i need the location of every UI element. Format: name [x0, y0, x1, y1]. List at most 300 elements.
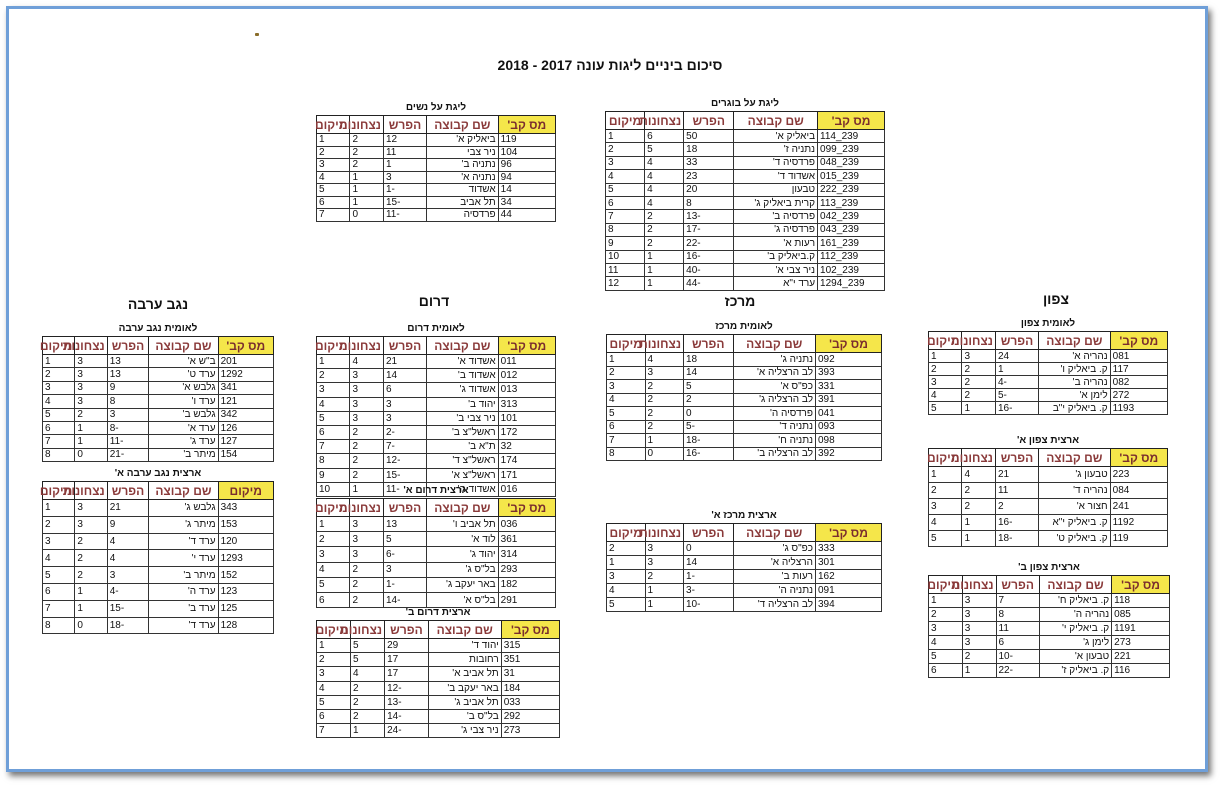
- table-cell: 5: [317, 411, 350, 425]
- column-header: שם קבוצה: [428, 621, 501, 639]
- table-caption: לאומית מרכז: [715, 321, 773, 332]
- table-cell: -22: [996, 664, 1039, 678]
- table-cell: 1: [75, 600, 107, 617]
- table-cell: 3: [350, 383, 383, 397]
- column-header: נצחונות: [75, 482, 107, 500]
- table-row: [607, 598, 882, 612]
- column-header: מס קב': [1110, 449, 1167, 467]
- table-cell: 5: [606, 183, 645, 196]
- table-cell: 1: [383, 159, 426, 172]
- table-cell: 291: [498, 592, 555, 607]
- table-cell: -40: [684, 263, 734, 276]
- table-cell: 11: [606, 263, 645, 276]
- table-cell: 239_099: [818, 143, 885, 156]
- table-cell: נתניה ח': [733, 434, 816, 448]
- standings-table: [605, 111, 885, 291]
- table-cell: 174: [498, 454, 555, 468]
- table-cell: אשדוד א': [426, 355, 498, 369]
- table-cell: 5: [317, 695, 351, 709]
- table-cell: לב הרצליה ד': [733, 598, 816, 612]
- table-row: [317, 667, 560, 681]
- table-row: [606, 223, 885, 236]
- header-row: [607, 524, 882, 542]
- table-cell: 5: [645, 143, 684, 156]
- table-cell: 118: [1112, 594, 1170, 608]
- table-cell: 1: [645, 263, 684, 276]
- table-cell: 7: [317, 724, 351, 738]
- table-cell: 2: [75, 567, 107, 584]
- header-row: [317, 621, 560, 639]
- table-cell: נתניה ב': [426, 159, 498, 172]
- column-header: מיקום: [929, 576, 963, 594]
- column-header: שם קבוצה: [426, 499, 498, 517]
- standings-table: [316, 620, 560, 738]
- table-cell: ב"ש א': [149, 355, 218, 368]
- table-row: [929, 376, 1168, 389]
- table-cell: 20: [684, 183, 734, 196]
- table-cell: 7: [317, 209, 350, 222]
- column-header: הפרש: [684, 335, 734, 353]
- table-row: [317, 355, 556, 369]
- table-cell: ת"א ב': [426, 440, 498, 454]
- table-row: [317, 724, 560, 738]
- table-cell: 1: [962, 664, 996, 678]
- column-header: נצחונות: [351, 621, 385, 639]
- column-header: שם קבוצה: [1038, 449, 1110, 467]
- table-cell: 7: [607, 434, 646, 448]
- table-cell: 1193: [1110, 402, 1167, 415]
- table-cell: 1: [645, 277, 684, 290]
- table-cell: 091: [816, 584, 882, 598]
- table-cell: ראשל"צ ב': [426, 425, 498, 439]
- table-row: [929, 515, 1168, 531]
- table-cell: אשדוד: [426, 184, 498, 197]
- table-cell: 2: [607, 542, 646, 556]
- table-cell: 4: [317, 397, 350, 411]
- table-cell: -12: [385, 681, 429, 695]
- table-negev-national: [39, 322, 274, 462]
- column-header: נצחונות: [962, 449, 995, 467]
- table-cell: 13: [383, 517, 426, 532]
- table-row: [607, 420, 882, 434]
- table-cell: 2: [929, 363, 962, 376]
- table-cell: 182: [498, 577, 555, 592]
- table-row: [607, 353, 882, 367]
- table-cell: 4: [107, 550, 149, 567]
- table-row: [607, 380, 882, 394]
- table-cell: 172: [498, 425, 555, 439]
- table-row: [43, 435, 274, 448]
- column-header: הפרש: [996, 576, 1039, 594]
- header-row: [606, 112, 885, 130]
- table-cell: -4: [107, 583, 149, 600]
- table-caption: ארצית מרכז א': [711, 510, 777, 521]
- table-row: [317, 695, 560, 709]
- table-cell: -1: [383, 184, 426, 197]
- table-cell: ערד ד': [149, 617, 218, 634]
- table-cell: 2: [962, 483, 995, 499]
- table-cell: 343: [218, 500, 273, 517]
- table-cell: 2: [350, 562, 383, 577]
- table-cell: 14: [684, 366, 734, 380]
- column-header: מס קב': [1112, 576, 1170, 594]
- table-cell: גלבש ג': [149, 500, 218, 517]
- table-cell: 2: [645, 407, 684, 421]
- table-cell: 116: [1112, 664, 1170, 678]
- table-cell: 6: [383, 383, 426, 397]
- table-cell: 239_1294: [818, 277, 885, 290]
- table-cell: 272: [1110, 389, 1167, 402]
- table-cell: 2: [962, 363, 995, 376]
- table-cell: תל אביב ג': [428, 695, 501, 709]
- table-cell: 0: [75, 617, 107, 634]
- table-cell: -1: [383, 577, 426, 592]
- table-cell: 3: [317, 667, 351, 681]
- table-cell: לב הרצליה א': [733, 366, 816, 380]
- table-cell: כפ"ס א': [733, 380, 816, 394]
- table-cell: 3: [75, 516, 107, 533]
- table-cell: 9: [606, 237, 645, 250]
- table-row: [606, 143, 885, 156]
- table-caption: לאומית נגב ערבה: [118, 323, 198, 334]
- table-cell: 50: [684, 130, 734, 143]
- table-cell: 1: [75, 421, 107, 434]
- table-cell: -6: [383, 547, 426, 562]
- table-cell: 4: [645, 183, 684, 196]
- table-cell: 033: [501, 695, 559, 709]
- table-center-a: [606, 509, 882, 612]
- table-cell: 239_114: [818, 130, 885, 143]
- table-cell: 2: [43, 368, 75, 381]
- table-cell: גלבש א': [149, 381, 218, 394]
- table-cell: 093: [816, 420, 882, 434]
- table-row: [607, 584, 882, 598]
- table-cell: 1: [962, 402, 995, 415]
- table-cell: 21: [995, 467, 1038, 483]
- table-cell: 273: [501, 724, 559, 738]
- table-cell: 8: [606, 223, 645, 236]
- header-row: [43, 482, 274, 500]
- table-cell: 3: [75, 500, 107, 517]
- standings-table: [316, 336, 556, 497]
- table-cell: 3: [75, 368, 107, 381]
- table-cell: -16: [995, 402, 1038, 415]
- table-south-a: [316, 484, 556, 608]
- table-row: [606, 196, 885, 209]
- table-cell: 126: [218, 421, 273, 434]
- column-header: הפרש: [107, 337, 149, 355]
- table-cell: 0: [350, 209, 383, 222]
- table-cell: 8: [317, 454, 350, 468]
- standings-table: [316, 498, 556, 608]
- table-cell: -16: [684, 250, 734, 263]
- page-title: סיכום ביניים ליגות עונה 2017 - 2018: [497, 57, 723, 73]
- table-cell: 1: [43, 355, 75, 368]
- table-cell: 4: [645, 170, 684, 183]
- table-cell: 1: [317, 517, 350, 532]
- table-cell: ניר צבי א': [734, 263, 818, 276]
- table-cell: 221: [1112, 650, 1170, 664]
- table-cell: 3: [607, 380, 646, 394]
- table-cell: לימן ג': [1039, 636, 1111, 650]
- table-cell: 5: [351, 639, 385, 653]
- table-cell: 314: [498, 547, 555, 562]
- table-row: [43, 583, 274, 600]
- table-row: [929, 467, 1168, 483]
- column-header: מס קב': [816, 524, 882, 542]
- table-cell: -17: [684, 223, 734, 236]
- table-cell: 239_222: [818, 183, 885, 196]
- table-row: [317, 577, 556, 592]
- column-header: הפרש: [684, 524, 734, 542]
- table-cell: 9: [317, 468, 350, 482]
- header-row: [929, 576, 1170, 594]
- table-cell: 331: [816, 380, 882, 394]
- table-cell: 2: [645, 210, 684, 223]
- table-cell: אשדוד ה': [426, 482, 498, 496]
- table-cell: 3: [645, 366, 684, 380]
- table-cell: -3: [684, 584, 734, 598]
- table-cell: נתניה ג': [733, 353, 816, 367]
- table-cell: 3: [317, 383, 350, 397]
- table-cell: 239_102: [818, 263, 885, 276]
- table-cell: 3: [962, 350, 995, 363]
- table-cell: -12: [383, 454, 426, 468]
- table-cell: -15: [383, 468, 426, 482]
- table-cell: -15: [107, 600, 149, 617]
- table-cell: מיתר ג': [149, 516, 218, 533]
- table-cell: 2: [962, 376, 995, 389]
- table-cell: אשדוד ד': [734, 170, 818, 183]
- table-cell: -10: [996, 650, 1039, 664]
- region-center: מרכז: [724, 293, 756, 309]
- table-row: [929, 402, 1168, 415]
- table-cell: 1191: [1112, 622, 1170, 636]
- table-caption: לאומית צפון: [1020, 318, 1076, 329]
- header-row: [43, 337, 274, 355]
- table-row: [317, 369, 556, 383]
- table-cell: 2: [317, 532, 350, 547]
- table-row: [43, 355, 274, 368]
- table-cell: 393: [816, 366, 882, 380]
- table-row: [929, 594, 1170, 608]
- table-cell: 2: [962, 499, 995, 515]
- table-caption: ארצית נגב ערבה א': [114, 468, 202, 479]
- table-cell: 3: [350, 397, 383, 411]
- table-cell: 5: [383, 532, 426, 547]
- table-cell: 1: [962, 515, 995, 531]
- table-cell: 1: [350, 171, 383, 184]
- column-header: מס קב': [1110, 332, 1167, 350]
- table-cell: גלבש ב': [149, 408, 218, 421]
- table-cell: 3: [606, 156, 645, 169]
- table-cell: 392: [816, 447, 882, 461]
- column-header: הפרש: [995, 449, 1038, 467]
- standings-table: [606, 523, 882, 612]
- column-header: הפרש: [995, 332, 1038, 350]
- standings-table: [316, 115, 556, 222]
- table-cell: 1: [645, 250, 684, 263]
- table-row: [607, 570, 882, 584]
- column-header: מס קב': [816, 335, 882, 353]
- table-cell: 104: [498, 146, 555, 159]
- table-cell: 1293: [218, 550, 273, 567]
- table-cell: 2: [645, 223, 684, 236]
- table-cell: 12: [383, 134, 426, 147]
- column-header: נצחונות: [350, 499, 383, 517]
- table-cell: 2: [684, 393, 734, 407]
- table-cell: 11: [383, 146, 426, 159]
- table-cell: -24: [385, 724, 429, 738]
- column-header: מיקום: [929, 449, 962, 467]
- table-cell: מיתר ב': [149, 567, 218, 584]
- table-cell: ק. ביאליק י"ב: [1038, 402, 1110, 415]
- table-cell: 171: [498, 468, 555, 482]
- table-cell: 012: [498, 369, 555, 383]
- table-cell: -21: [107, 448, 149, 461]
- table-cell: 101: [498, 411, 555, 425]
- table-row: [317, 159, 556, 172]
- table-cell: 0: [684, 542, 734, 556]
- table-row: [929, 664, 1170, 678]
- table-row: [607, 434, 882, 448]
- table-cell: 119: [498, 134, 555, 147]
- table-cell: 5: [684, 380, 734, 394]
- table-cell: נתניה א': [426, 171, 498, 184]
- table-cell: 153: [218, 516, 273, 533]
- table-cell: 1: [350, 482, 383, 496]
- table-cell: 3: [929, 499, 962, 515]
- table-cell: ק. ביאליק י"א: [1038, 515, 1110, 531]
- table-cell: 292: [501, 709, 559, 723]
- table-cell: לימן א': [1038, 389, 1110, 402]
- table-cell: 6: [606, 196, 645, 209]
- table-cell: 2: [962, 389, 995, 402]
- table-cell: 1: [929, 594, 963, 608]
- table-cell: 085: [1112, 608, 1170, 622]
- table-cell: -16: [995, 515, 1038, 531]
- table-cell: נהריה ה': [1039, 608, 1111, 622]
- table-cell: 6: [607, 420, 646, 434]
- table-cell: 6: [43, 421, 75, 434]
- table-cell: 9: [107, 381, 149, 394]
- table-row: [317, 517, 556, 532]
- table-cell: 10: [317, 482, 350, 496]
- table-cell: 5: [929, 402, 962, 415]
- table-cell: 013: [498, 383, 555, 397]
- table-cell: 293: [498, 562, 555, 577]
- table-cell: 082: [1110, 376, 1167, 389]
- table-cell: 273: [1112, 636, 1170, 650]
- table-cell: 2: [317, 369, 350, 383]
- table-cell: 1: [962, 531, 995, 547]
- table-cell: 5: [929, 650, 963, 664]
- table-cell: 14: [684, 556, 734, 570]
- table-row: [929, 499, 1168, 515]
- column-header: מיקום: [317, 116, 350, 134]
- table-cell: טבעון א': [1039, 650, 1111, 664]
- table-cell: 361: [498, 532, 555, 547]
- table-cell: 6: [996, 636, 1039, 650]
- table-row: [606, 170, 885, 183]
- header-row: [317, 116, 556, 134]
- table-cell: תל אביב: [426, 196, 498, 209]
- standings-table: [39, 481, 274, 634]
- table-cell: 3: [383, 171, 426, 184]
- table-cell: 2: [75, 550, 107, 567]
- table-cell: 2: [962, 650, 996, 664]
- table-cell: 2: [645, 393, 684, 407]
- table-cell: ערד ט': [149, 368, 218, 381]
- column-header: שם קבוצה: [734, 112, 818, 130]
- column-header: הפרש: [383, 116, 426, 134]
- column-header: נצחונות: [645, 524, 684, 542]
- column-header: מס קב': [498, 499, 555, 517]
- header-row: [929, 332, 1168, 350]
- table-cell: 1292: [218, 368, 273, 381]
- table-cell: 6: [317, 196, 350, 209]
- table-cell: 4: [607, 584, 646, 598]
- table-cell: ערד א': [149, 421, 218, 434]
- table-row: [606, 277, 885, 290]
- table-cell: 94: [498, 171, 555, 184]
- table-cell: 3: [107, 567, 149, 584]
- table-cell: -2: [383, 425, 426, 439]
- table-cell: 011: [498, 355, 555, 369]
- table-cell: ערד ה': [149, 583, 218, 600]
- table-cell: ק. ביאליק ח': [1039, 594, 1111, 608]
- column-header: מיקום: [929, 332, 962, 350]
- column-header: נצחונות: [962, 332, 995, 350]
- table-row: [317, 397, 556, 411]
- table-cell: 1: [317, 639, 351, 653]
- column-header: נצחונות: [75, 337, 107, 355]
- table-cell: 3: [962, 608, 996, 622]
- table-cell: 5: [351, 653, 385, 667]
- table-cell: 127: [218, 435, 273, 448]
- table-cell: 32: [498, 440, 555, 454]
- table-cell: -5: [995, 389, 1038, 402]
- column-header: הפרש: [383, 499, 426, 517]
- table-cell: פרדסיה: [426, 209, 498, 222]
- table-cell: לב הרצליה ב': [733, 447, 816, 461]
- table-cell: 1: [607, 556, 646, 570]
- table-cell: 7: [996, 594, 1039, 608]
- table-cell: 6: [645, 130, 684, 143]
- table-cell: 4: [317, 562, 350, 577]
- table-cell: 7: [43, 600, 75, 617]
- table-caption: לאומית דרום: [407, 323, 465, 334]
- table-row: [43, 516, 274, 533]
- table-cell: 5: [43, 408, 75, 421]
- table-row: [43, 500, 274, 517]
- table-cell: תל אביב ו': [426, 517, 498, 532]
- table-cell: 1: [317, 355, 350, 369]
- table-cell: 3: [929, 376, 962, 389]
- table-cell: -13: [684, 210, 734, 223]
- table-cell: 1: [607, 353, 646, 367]
- table-cell: 6: [317, 709, 351, 723]
- table-cell: 2: [351, 681, 385, 695]
- table-cell: 18: [684, 353, 734, 367]
- table-cell: 2: [75, 408, 107, 421]
- table-row: [43, 550, 274, 567]
- table-cell: 2: [350, 425, 383, 439]
- table-cell: 4: [317, 171, 350, 184]
- table-cell: טבעון: [734, 183, 818, 196]
- table-cell: 2: [929, 483, 962, 499]
- standings-table: [606, 334, 882, 461]
